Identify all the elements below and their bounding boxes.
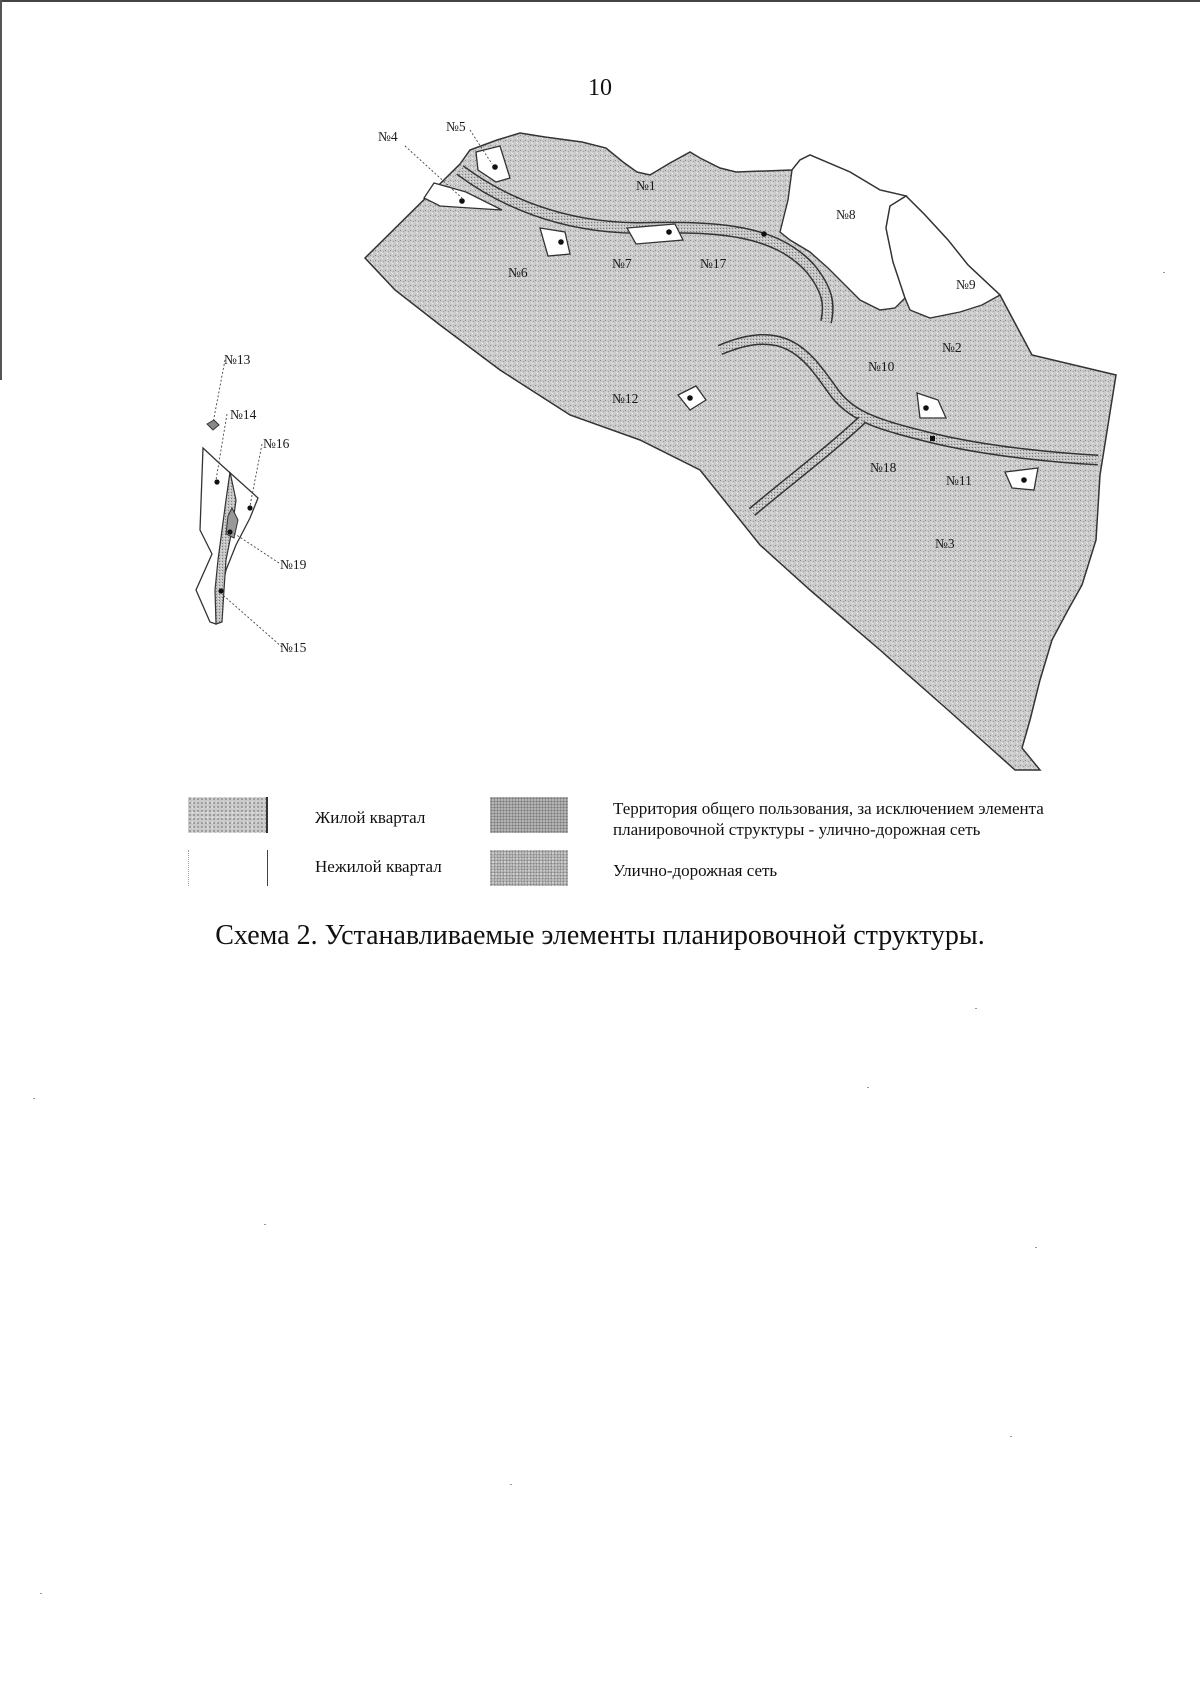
- label-quarter-3: №3: [935, 536, 955, 551]
- legend-label-public-territory-line2: планировочной структуры - улично-дорожная сеть: [613, 820, 981, 839]
- legend-swatch-nonresidential: [188, 850, 268, 886]
- legend-swatch-road-network: [490, 850, 568, 886]
- planning-scheme-map: [0, 0, 1200, 790]
- label-quarter-18: №18: [870, 460, 897, 475]
- label-quarter-10: №10: [868, 359, 895, 374]
- legend-label-public-territory-line1: Территория общего пользования, за исключением элемента: [613, 799, 1044, 818]
- page-number: 10: [588, 75, 612, 101]
- label-quarter-6: №6: [508, 265, 528, 280]
- label-quarter-15: №15: [280, 640, 307, 655]
- legend-label-residential: Жилой квартал: [315, 808, 426, 827]
- legend-label-road-network: Улично-дорожная сеть: [613, 861, 778, 880]
- scan-speck: [1035, 1247, 1037, 1248]
- label-quarter-19: №19: [280, 557, 307, 572]
- scan-speck: [510, 1484, 512, 1485]
- figure-caption: Схема 2. Устанавливаемые элементы планировочной структуры.: [215, 920, 985, 951]
- label-quarter-7: №7: [612, 256, 632, 271]
- scan-speck: [975, 1008, 977, 1009]
- label-quarter-17: №17: [700, 256, 727, 271]
- scan-speck: [264, 1224, 266, 1225]
- label-quarter-9: №9: [956, 277, 976, 292]
- legend-label-nonresidential: Нежилой квартал: [315, 857, 442, 876]
- map-legend: [188, 795, 1128, 895]
- label-quarter-14: №14: [230, 407, 257, 422]
- label-quarter-13: №13: [224, 352, 251, 367]
- scan-speck: [1010, 1436, 1012, 1437]
- label-quarter-11: №11: [946, 473, 972, 488]
- label-quarter-8: №8: [836, 207, 856, 222]
- label-quarter-4: №4: [378, 129, 398, 144]
- label-quarter-16: №16: [263, 436, 290, 451]
- scan-speck: [40, 1593, 42, 1594]
- legend-swatch-residential: [188, 797, 268, 833]
- scan-speck: [1163, 272, 1165, 273]
- plot-17: [627, 224, 683, 244]
- legend-swatch-public-territory: [490, 797, 568, 833]
- quarter-13-small: [207, 420, 219, 430]
- label-quarter-5: №5: [446, 119, 466, 134]
- scan-speck: [867, 1087, 869, 1088]
- label-quarter-2: №2: [942, 340, 962, 355]
- scan-speck: [33, 1098, 35, 1099]
- label-quarter-1: №1: [636, 178, 656, 193]
- label-quarter-12: №12: [612, 391, 639, 406]
